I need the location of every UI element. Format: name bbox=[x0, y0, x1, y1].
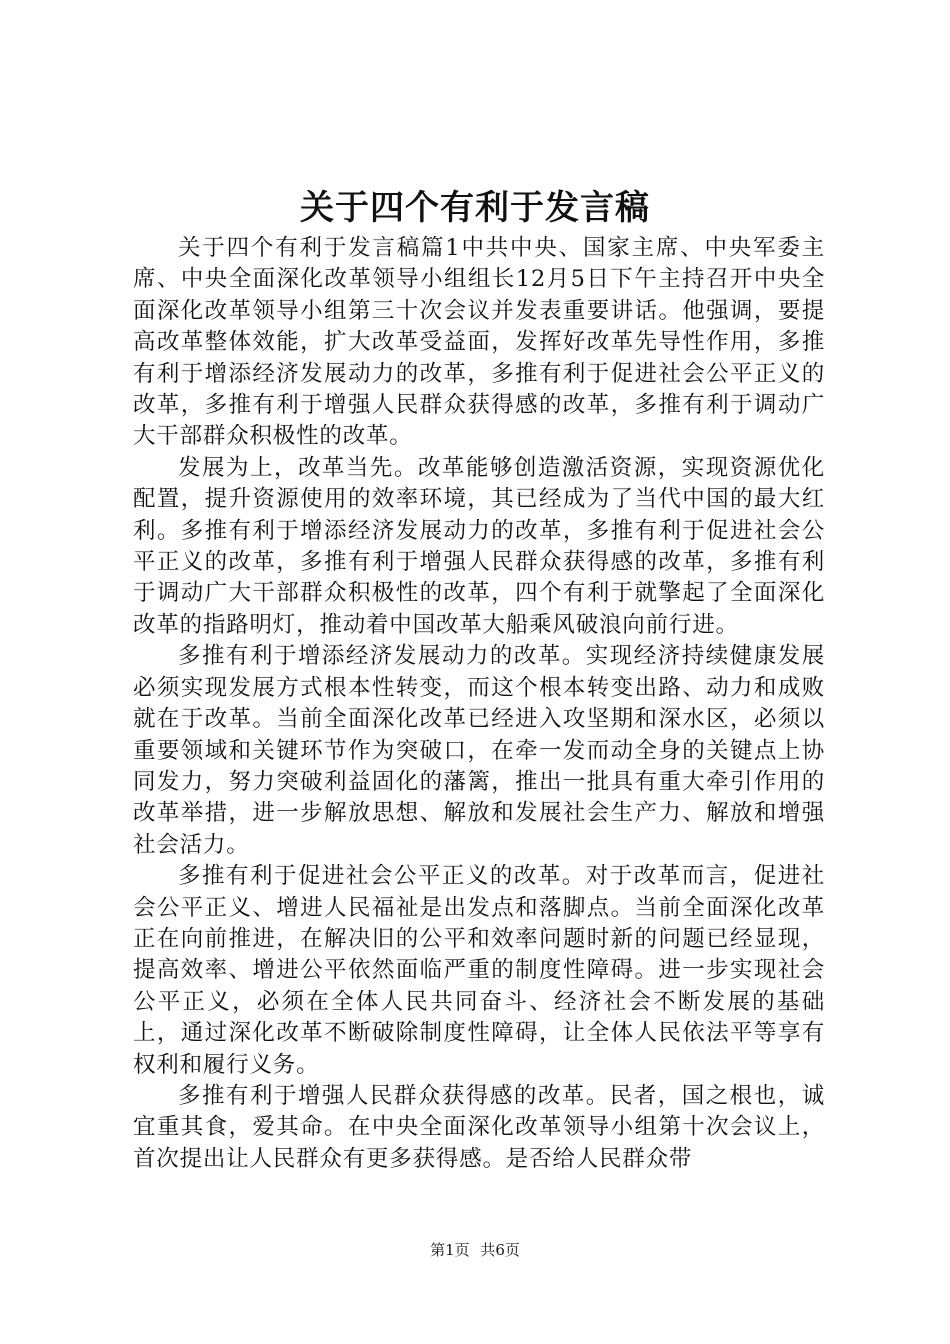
paragraph-2: 发展为上，改革当先。改革能够创造激活资源，实现资源优化配置，提升资源使用的效率环境，其已经成为了当代中国的最大红利。多推有利于增添经济发展动力的改革，多推有利于促进社会公平正义的改革，多推有利于增强人民群众获得感的改革，多推有利于调动广大干部群众积极性的改革，四个有利于就擎起了全面深化改革的指路明灯，推动着中国改革大船乘风破浪向前行进。 bbox=[133, 454, 825, 638]
page-footer bbox=[0, 1240, 950, 1260]
paragraph-1: 关于四个有利于发言稿篇1中共中央、国家主席、中央军委主席、中央全面深化改革领导小组组长12月5日下午主持召开中央全面深化改革领导小组第三十次会议并发表重要讲话。他强调，要提高改革整体效能，扩大改革受益面，发挥好改革先导性作用，多推有利于增添经济发展动力的改革，多推有利于促进社会公平正义的改革，多推有利于增强人民群众获得感的改革，多推有利于调动广大干部群众积极性的改革。 bbox=[133, 235, 825, 450]
paragraph-5: 多推有利于增强人民群众获得感的改革。民者，国之根也，诚宜重其食，爱其命。在中央全面深化改革领导小组第十次会议上，首次提出让人民群众有更多获得感。是否给人民群众带 bbox=[133, 1082, 825, 1172]
paragraph-3: 多推有利于增添经济发展动力的改革。实现经济持续健康发展必须实现发展方式根本性转变，而这个根本转变出路、动力和成败就在于改革。当前全面深化改革已经进入攻坚期和深水区，必须以重要领域和关键环节作为突破口，在牵一发而动全身的关键点上协同发力，努力突破利益固化的藩篱，推出一批具有重大牵引作用的改革举措，进一步解放思想、解放和发展社会生产力、解放和增强社会活力。 bbox=[133, 643, 825, 858]
document-title: 关于四个有利于发言稿 bbox=[300, 188, 650, 228]
document-body bbox=[133, 233, 825, 1175]
paragraph-4: 多推有利于促进社会公平正义的改革。对于改革而言，促进社会公平正义、增进人民福祉是出发点和落脚点。当前全面深化改革正在向前推进，在解决旧的公平和效率问题时新的问题已经显现，提高效率、增进公平依然面临严重的制度性障碍。进一步实现社会公平正义，必须在全体人民共同奋斗、经济社会不断发展的基础上，通过深化改革不断破除制度性障碍，让全体人民依法平等享有权利和履行义务。 bbox=[133, 863, 825, 1078]
page-number: 第1页 bbox=[430, 1241, 470, 1259]
page-total: 共6页 bbox=[480, 1241, 520, 1259]
